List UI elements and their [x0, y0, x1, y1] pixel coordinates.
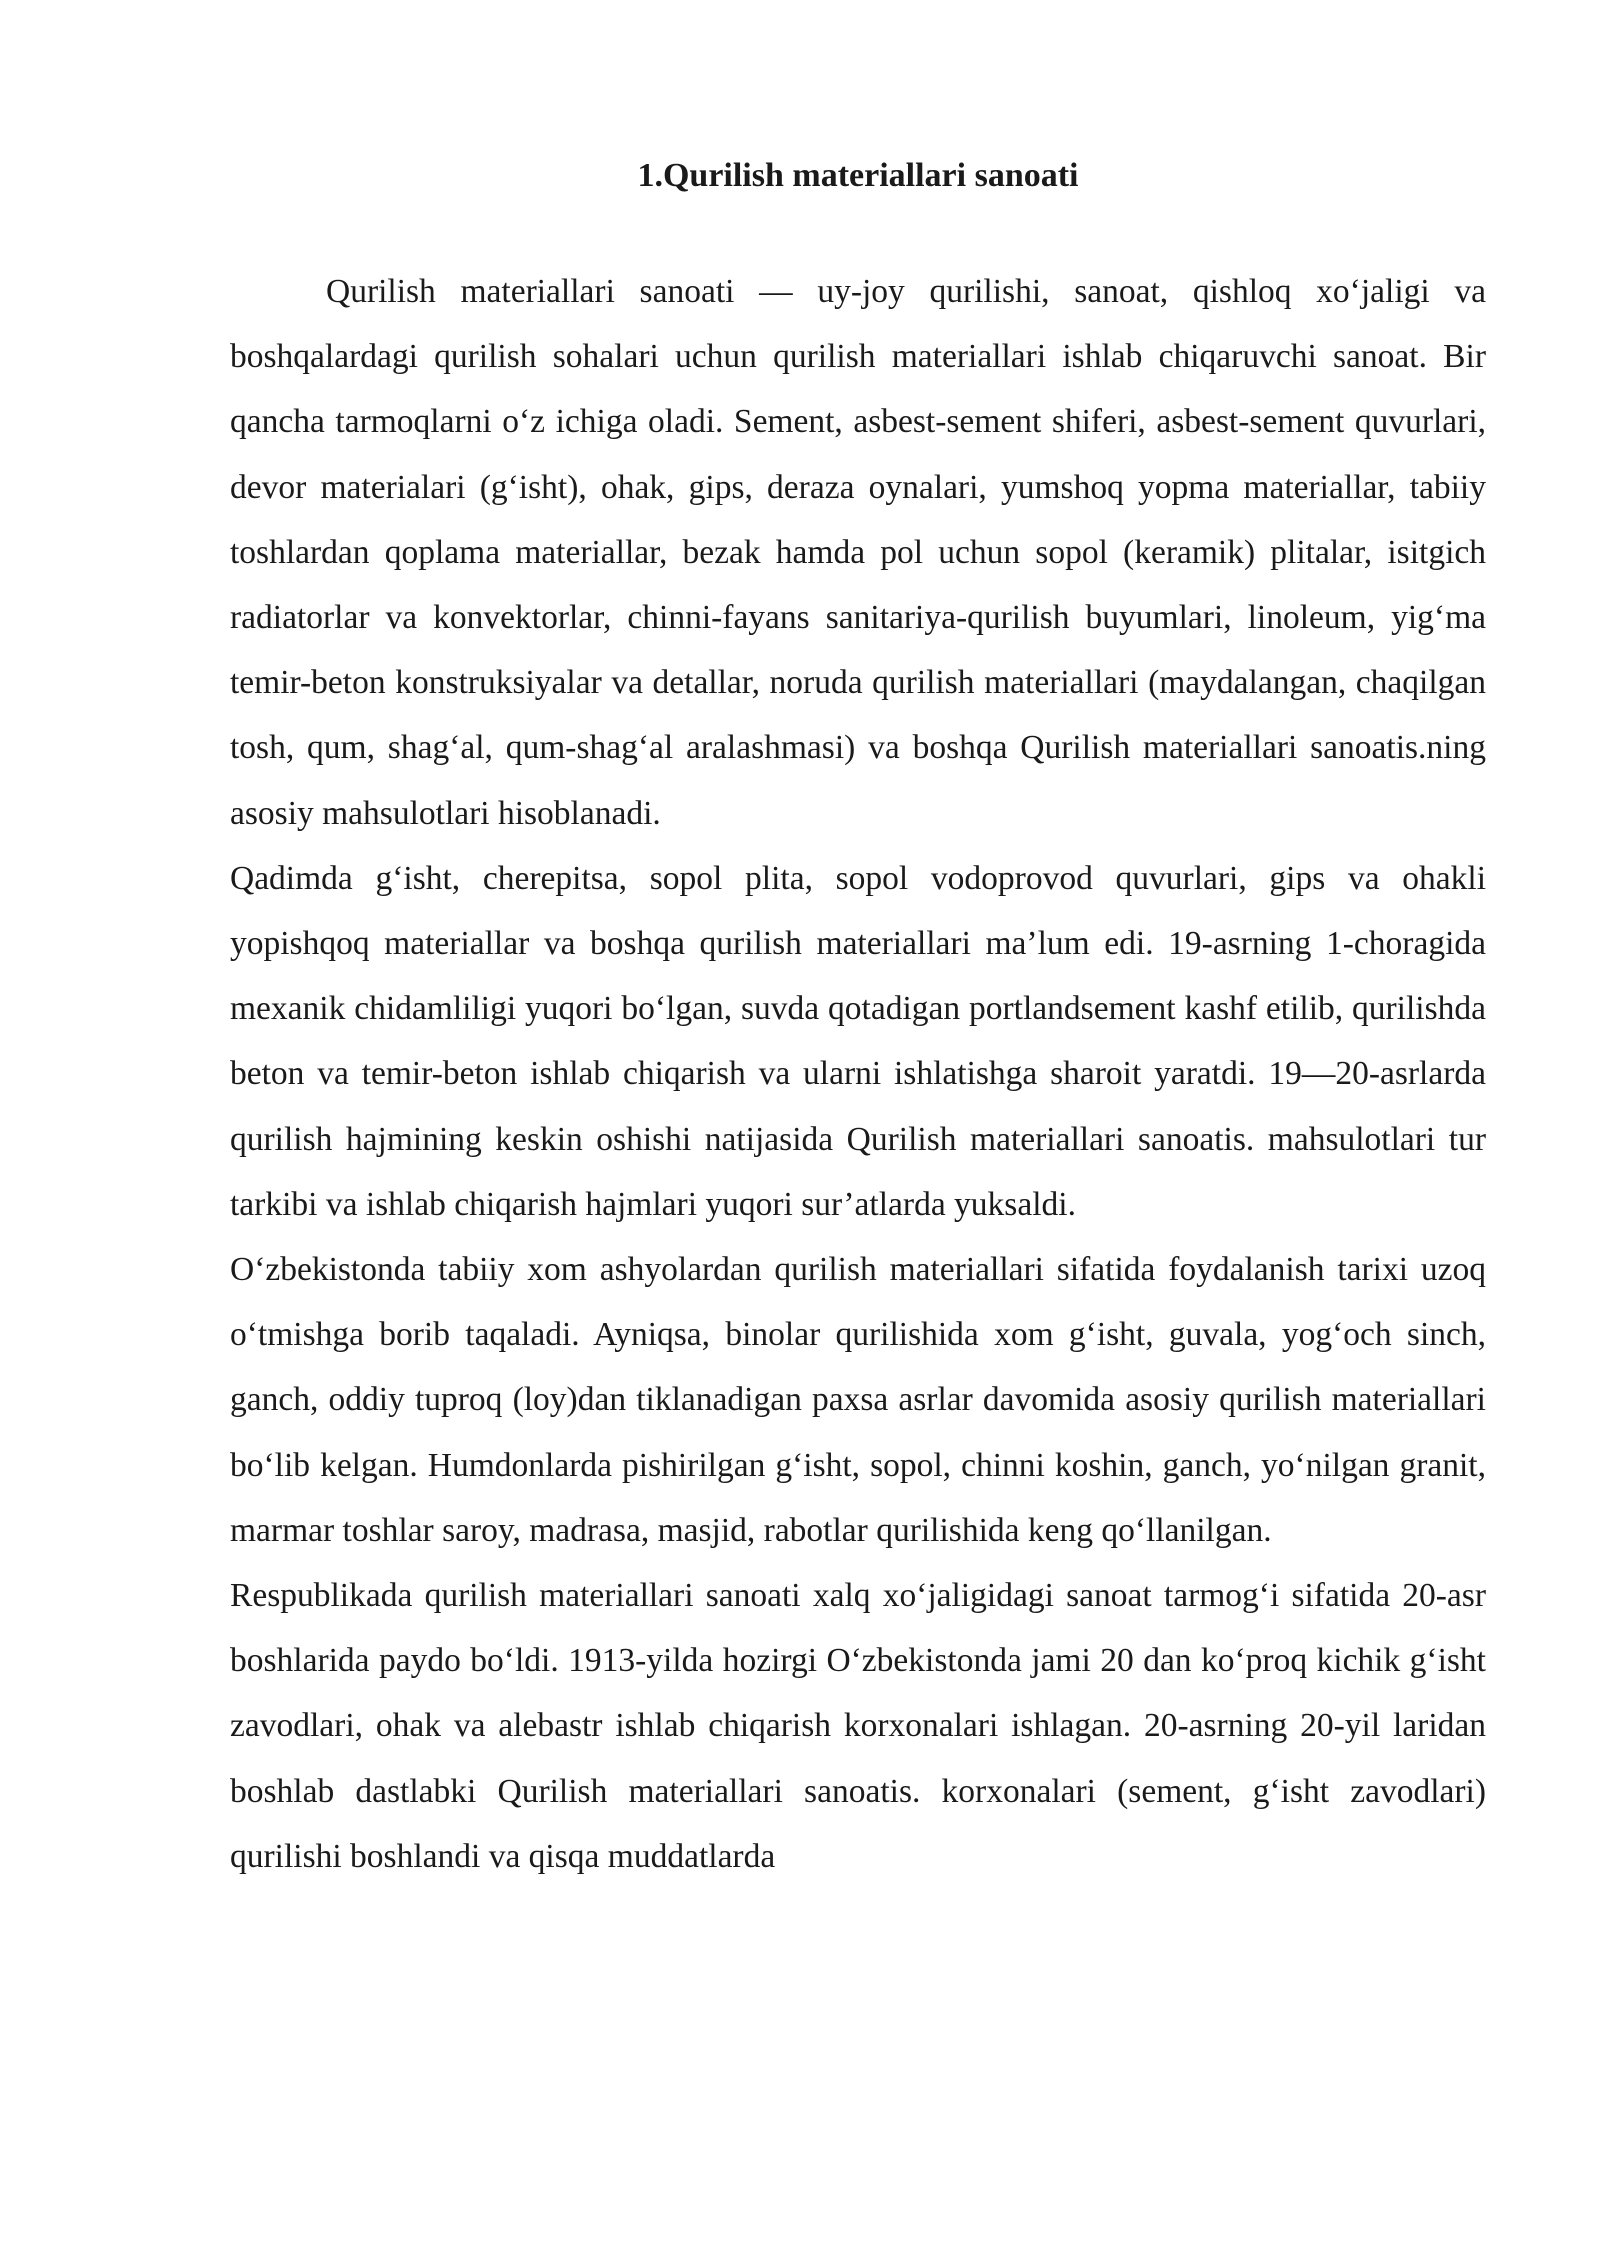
paragraph-intro: Qurilish materiallari sanoati — uy-joy qurilishi, sanoat, qishloq xo‘jaligi va boshqalardagi qurilish sohalari uchun qurilish materiallari ishlab chiqaruvchi sanoat. Bir qancha tarmoqlarni o‘z ichiga oladi. Sement, asbest-sement shiferi, asbest-sement quvurlari, devor materialari (g‘isht), ohak, gips, deraza oynalari, yumshoq yopma materiallar, tabiiy toshlardan qoplama materiallar, bezak hamda pol uchun sopol (keramik) plitalar, isitgich radiatorlar va konvektorlar, chinni-fayans sanitariya-qurilish buyumlari, linoleum, yig‘ma temir-beton konstruksiyalar va detallar, noruda qurilish materiallari (maydalangan, chaqilgan tosh, qum, shag‘al, qum-shag‘al aralashmasi) va boshqa Qurilish materiallari sanoatis.ning asosiy mahsulotlari hisoblanadi.: [230, 273, 1486, 832]
document-title: 1.Qurilish materiallari sanoati: [637, 157, 1079, 194]
paragraph-republic: Respublikada qurilish materiallari sanoati xalq xo‘jaligidagi sanoat tarmog‘i sifatida 20-asr boshlarida paydo bo‘ldi. 1913-yilda hozirgi O‘zbekistonda jami 20 dan ko‘proq kichik g‘isht zavodlari, ohak va alebastr ishlab chiqarish korxonalari ishlagan. 20-asrning 20-yil laridan boshlab dastlabki Qurilish materiallari sanoatis. korxonalari (sement, g‘isht zavodlari) qurilishi boshlandi va qisqa muddatlarda: [230, 1577, 1486, 1875]
document-body: [230, 150, 1486, 1889]
paragraph-uzbekistan: O‘zbekistonda tabiiy xom ashyolardan qurilish materiallari sifatida foydalanish tarixi uzoq o‘tmishga borib taqaladi. Ayniqsa, binolar qurilishida xom g‘isht, guvala, yog‘och sinch, ganch, oddiy tuproq (loy)dan tiklanadigan paxsa asrlar davomida asosiy qurilish materiallari bo‘lib kelgan. Humdonlarda pishirilgan g‘isht, sopol, chinni koshin, ganch, yo‘nilgan granit, marmar toshlar saroy, madrasa, masjid, rabotlar qurilishida keng qo‘llanilgan.: [230, 1251, 1486, 1549]
paragraph-history: Qadimda g‘isht, cherepitsa, sopol plita, sopol vodoprovod quvurlari, gips va ohakli yopishqoq materiallar va boshqa qurilish materiallari ma’lum edi. 19-asrning 1-choragida mexanik chidamliligi yuqori bo‘lgan, suvda qotadigan portlandsement kashf etilib, qurilishda beton va temir-beton ishlab chiqarish va ularni ishlatishga sharoit yaratdi. 19—20-asrlarda qurilish hajmining keskin oshishi natijasida Qurilish materiallari sanoatis. mahsulotlari tur tarkibi va ishlab chiqarish hajmlari yuqori sur’atlarda yuksaldi.: [230, 859, 1486, 1223]
